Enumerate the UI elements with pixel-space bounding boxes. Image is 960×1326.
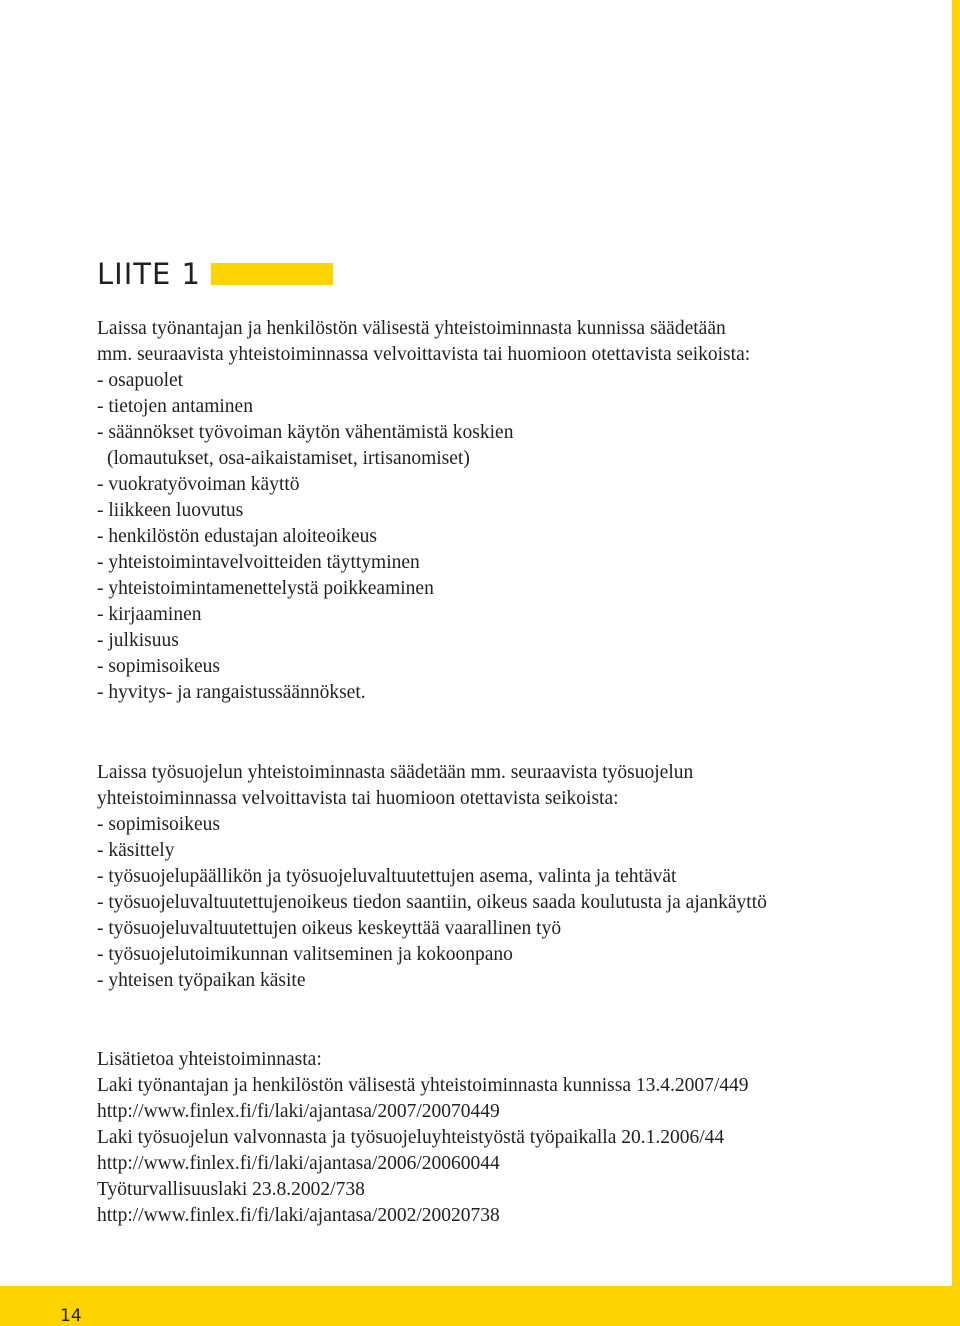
list-item: - sopimisoikeus xyxy=(97,814,220,835)
intro-line: yhteistoiminnassa velvoittavista tai huomioon otettavista seikoista: xyxy=(97,788,619,809)
list-item: - julkisuus xyxy=(97,630,179,651)
cooperation-section xyxy=(97,316,750,706)
intro-line: mm. seuraavista yhteistoiminnassa velvoittavista tai huomioon otettavista seikoista: xyxy=(97,344,751,365)
reference-url[interactable]: http://www.finlex.fi/fi/laki/ajantasa/2006/20060044 xyxy=(97,1153,500,1174)
reference-url[interactable]: http://www.finlex.fi/fi/laki/ajantasa/2002/20020738 xyxy=(97,1205,500,1226)
list-item: - käsittely xyxy=(97,840,175,861)
list-item: - yhteistoimintamenettelystä poikkeaminen xyxy=(97,578,434,599)
list-item: - työsuojelupäällikön ja työsuojeluvaltuutettujen asema, valinta ja tehtävät xyxy=(97,866,677,887)
page-number: 14 xyxy=(60,1306,82,1326)
list-item: - yhteisen työpaikan käsite xyxy=(97,970,306,991)
list-item: - työsuojeluvaltuutettujenoikeus tiedon saantiin, oikeus saada koulutusta ja ajankäyttö xyxy=(97,892,767,913)
list-item: - kirjaaminen xyxy=(97,604,202,625)
reference-url[interactable]: http://www.finlex.fi/fi/laki/ajantasa/2007/20070449 xyxy=(97,1101,500,1122)
list-item-continuation: (lomautukset, osa-aikaistamiset, irtisanomiset) xyxy=(107,448,470,469)
occupational-safety-section xyxy=(97,760,767,994)
list-item: - säännökset työvoiman käytön vähentämistä koskien xyxy=(97,422,514,443)
reference-name: Työturvallisuuslaki 23.8.2002/738 xyxy=(97,1179,365,1200)
right-accent-stripe xyxy=(952,0,960,1326)
further-information-section xyxy=(97,1047,749,1229)
list-item: - työsuojeluvaltuutettujen oikeus keskeyttää vaarallinen työ xyxy=(97,918,562,939)
footer-accent-band xyxy=(0,1286,960,1326)
list-item: - sopimisoikeus xyxy=(97,656,220,677)
reference-name: Laki työsuojelun valvonnasta ja työsuojeluyhteistyöstä työpaikalla 20.1.2006/44 xyxy=(97,1127,725,1148)
list-item: - liikkeen luovutus xyxy=(97,500,244,521)
intro-line: Laissa työnantajan ja henkilöstön välisestä yhteistoiminnasta kunnissa säädetään xyxy=(97,318,726,339)
list-item: - tietojen antaminen xyxy=(97,396,253,417)
intro-line: Laissa työsuojelun yhteistoiminnasta säädetään mm. seuraavista työsuojelun xyxy=(97,762,694,783)
appendix-title: LIITE 1 xyxy=(97,257,201,291)
heading-accent-bar xyxy=(211,263,333,285)
list-item: - osapuolet xyxy=(97,370,184,391)
list-item: - hyvitys- ja rangaistussäännökset. xyxy=(97,682,366,703)
list-item: - vuokratyövoiman käyttö xyxy=(97,474,300,495)
reference-name: Laki työnantajan ja henkilöstön välisestä yhteistoiminnasta kunnissa 13.4.2007/449 xyxy=(97,1075,749,1096)
appendix-heading xyxy=(97,254,333,294)
list-item: - henkilöstön edustajan aloiteoikeus xyxy=(97,526,377,547)
list-item: - työsuojelutoimikunnan valitseminen ja kokoonpano xyxy=(97,944,513,965)
list-item: - yhteistoimintavelvoitteiden täyttyminen xyxy=(97,552,420,573)
section-title: Lisätietoa yhteistoiminnasta: xyxy=(97,1049,322,1070)
